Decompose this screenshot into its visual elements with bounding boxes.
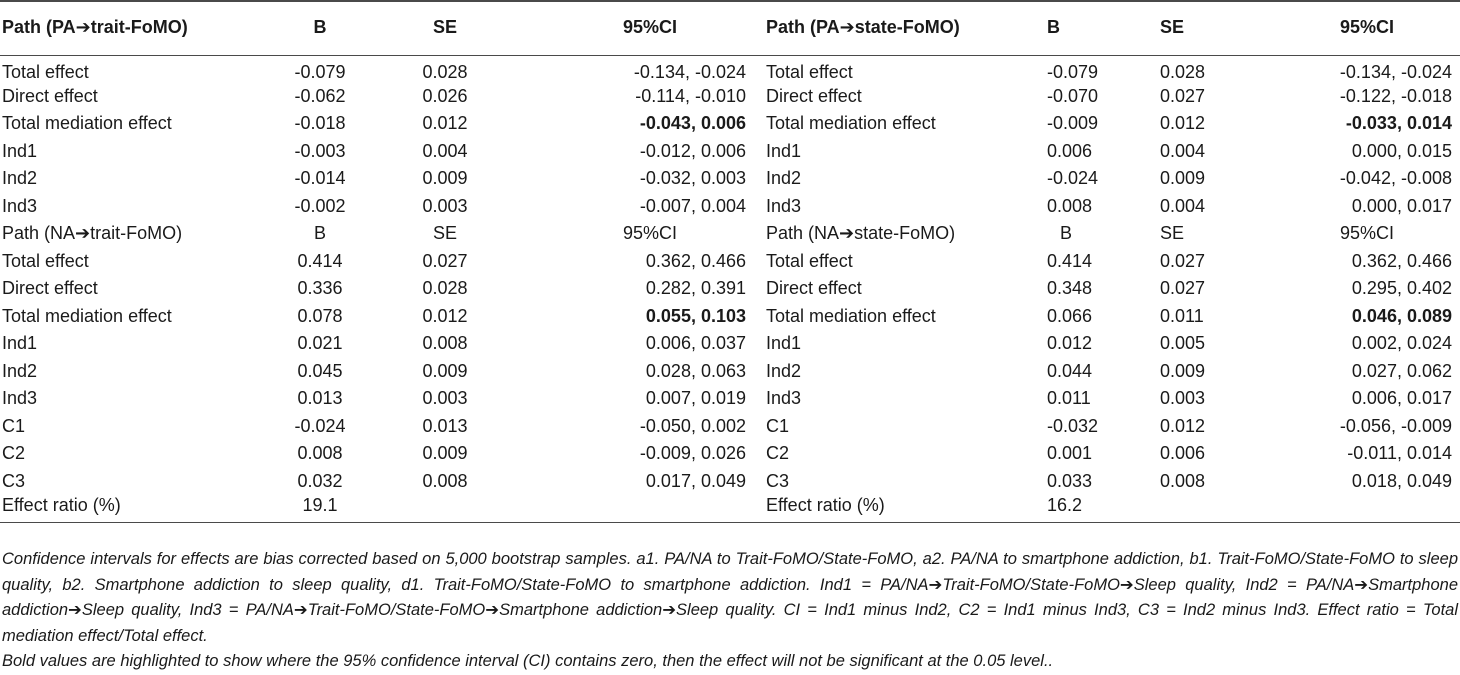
row-label-right: Ind1 bbox=[766, 140, 802, 161]
header-ci-left: 95%CI bbox=[500, 1, 760, 55]
ci-value-right: -0.134, -0.024 bbox=[1339, 61, 1452, 82]
row-label-right: Total effect bbox=[766, 61, 853, 82]
se-value-left: 0.012 bbox=[422, 305, 468, 326]
table-row bbox=[0, 440, 1460, 468]
ci-value-left: -0.043, 0.006 bbox=[639, 113, 746, 134]
b-value-right: 0.012 bbox=[1047, 333, 1093, 354]
b-value-right: 0.006 bbox=[1047, 140, 1093, 161]
se-value-right: 0.008 bbox=[1160, 470, 1206, 491]
row-label-right: Direct effect bbox=[766, 278, 862, 299]
se-value-left: 0.027 bbox=[422, 250, 468, 271]
ci-value-left: 0.006, 0.037 bbox=[645, 333, 746, 354]
se-value-right: 0.011 bbox=[1160, 305, 1204, 326]
se-value-right: 0.009 bbox=[1160, 360, 1206, 381]
ci-value-right: 0.006, 0.017 bbox=[1351, 388, 1452, 409]
table-row bbox=[0, 138, 1460, 166]
row-label-left: Ind3 bbox=[2, 388, 38, 409]
b-value-right: -0.032 bbox=[1047, 415, 1099, 436]
header-path-pa-trait: Path (PA➔trait-FoMO) bbox=[0, 1, 250, 55]
ci-value-left: -0.134, -0.024 bbox=[633, 61, 746, 82]
row-label-left: Path (NA➔trait-FoMO) bbox=[2, 223, 183, 244]
row-label-left: C3 bbox=[2, 470, 26, 491]
se-value-right: 0.003 bbox=[1160, 388, 1206, 409]
b-value-right: 0.011 bbox=[1047, 388, 1091, 409]
ci-value-right: -0.042, -0.008 bbox=[1339, 168, 1452, 189]
b-value-left: 0.032 bbox=[297, 470, 343, 491]
ci-value-right: -0.056, -0.009 bbox=[1339, 415, 1452, 436]
ci-value-left: -0.012, 0.006 bbox=[639, 140, 746, 161]
table-body bbox=[0, 55, 1460, 523]
se-value-right: 0.012 bbox=[1160, 113, 1206, 134]
ci-value-right: 0.295, 0.402 bbox=[1351, 278, 1452, 299]
ci-value-right: -0.011, 0.014 bbox=[1347, 443, 1452, 464]
table-row bbox=[0, 110, 1460, 138]
row-label-right: C3 bbox=[766, 470, 790, 491]
row-label-left: Total mediation effect bbox=[2, 113, 172, 134]
row-label-left: Effect ratio (%) bbox=[0, 495, 250, 523]
row-label-right: Total effect bbox=[766, 250, 853, 271]
header-b-left: B bbox=[250, 1, 390, 55]
b-value-right: 0.348 bbox=[1047, 278, 1093, 299]
se-value-right: 0.004 bbox=[1160, 140, 1206, 161]
ci-value-left: 0.028, 0.063 bbox=[645, 360, 746, 381]
ci-value-left: -0.050, 0.002 bbox=[639, 415, 746, 436]
row-label-right: Effect ratio (%) bbox=[760, 495, 1035, 523]
se-value-left: 0.013 bbox=[422, 415, 468, 436]
se-value-left: 0.004 bbox=[422, 140, 468, 161]
se-value-right: 0.027 bbox=[1160, 278, 1206, 299]
table-row bbox=[0, 468, 1460, 496]
se-value-right: 0.005 bbox=[1160, 333, 1206, 354]
table-header bbox=[0, 1, 1460, 55]
b-value-left: -0.002 bbox=[294, 195, 346, 216]
b-value-right: 16.2 bbox=[1035, 495, 1145, 523]
row-label-left: Direct effect bbox=[2, 278, 98, 299]
se-value-right: 0.027 bbox=[1160, 85, 1206, 106]
header-row bbox=[0, 1, 1460, 55]
ci-value-right: 0.018, 0.049 bbox=[1351, 470, 1452, 491]
b-value-left: 0.078 bbox=[297, 305, 343, 326]
b-value-left: 0.013 bbox=[297, 388, 343, 409]
table-row bbox=[0, 55, 1460, 83]
se-value-right: 0.006 bbox=[1160, 443, 1206, 464]
se-value-right: 0.012 bbox=[1160, 415, 1206, 436]
b-value-right: -0.024 bbox=[1047, 168, 1099, 189]
se-value-left: 0.003 bbox=[422, 388, 468, 409]
header-path-pa-state: Path (PA➔state-FoMO) bbox=[760, 1, 1035, 55]
ci-value-right bbox=[1285, 495, 1460, 523]
b-value-left: -0.014 bbox=[294, 168, 346, 189]
se-value-left: 0.028 bbox=[422, 61, 468, 82]
se-value-right: 0.028 bbox=[1160, 61, 1206, 82]
b-value-left: 0.045 bbox=[297, 360, 343, 381]
ci-value-right: 0.362, 0.466 bbox=[1351, 250, 1452, 271]
row-label-left: Ind3 bbox=[2, 195, 38, 216]
b-value-right: 0.044 bbox=[1047, 360, 1093, 381]
b-value-right: -0.070 bbox=[1047, 85, 1099, 106]
se-value-left: 0.008 bbox=[422, 333, 468, 354]
table-row bbox=[0, 330, 1460, 358]
b-value-right: 0.008 bbox=[1047, 195, 1093, 216]
row-label-right: Ind3 bbox=[766, 388, 802, 409]
row-label-left: C1 bbox=[2, 415, 26, 436]
table-row bbox=[0, 385, 1460, 413]
b-value-left: -0.024 bbox=[294, 415, 346, 436]
ci-value-left: -0.114, -0.010 bbox=[635, 85, 746, 106]
table-row bbox=[0, 275, 1460, 303]
se-value-left: 0.026 bbox=[422, 85, 468, 106]
row-label-left: C2 bbox=[2, 443, 26, 464]
row-label-left: Ind2 bbox=[2, 360, 38, 381]
b-value-left: -0.018 bbox=[294, 113, 346, 134]
b-value-right: B bbox=[1060, 223, 1073, 244]
table-row bbox=[0, 303, 1460, 331]
b-value-left: -0.079 bbox=[294, 61, 346, 82]
se-value-left: 0.028 bbox=[422, 278, 468, 299]
ci-value-left: 95%CI bbox=[622, 223, 678, 244]
b-value-left: 19.1 bbox=[250, 495, 390, 523]
row-label-right: Ind2 bbox=[766, 360, 802, 381]
table-row bbox=[0, 220, 1460, 248]
se-value-right: 0.009 bbox=[1160, 168, 1206, 189]
b-value-right: -0.009 bbox=[1047, 113, 1099, 134]
table-row bbox=[0, 495, 1460, 523]
row-label-left: Ind1 bbox=[2, 333, 38, 354]
ci-value-left: 0.055, 0.103 bbox=[645, 305, 746, 326]
ci-value-right: 0.046, 0.089 bbox=[1351, 305, 1452, 326]
ci-value-left bbox=[500, 495, 760, 523]
b-value-right: -0.079 bbox=[1047, 61, 1099, 82]
se-value-left: SE bbox=[432, 223, 457, 244]
header-se-right: SE bbox=[1145, 1, 1285, 55]
b-value-right: 0.033 bbox=[1047, 470, 1093, 491]
row-label-right: Path (NA➔state-FoMO) bbox=[766, 223, 956, 244]
se-value-left: 0.003 bbox=[422, 195, 468, 216]
b-value-left: 0.008 bbox=[297, 443, 343, 464]
se-value-left: 0.009 bbox=[422, 360, 468, 381]
row-label-right: Total mediation effect bbox=[766, 113, 936, 134]
ci-value-left: 0.362, 0.466 bbox=[645, 250, 746, 271]
row-label-left: Ind2 bbox=[2, 168, 38, 189]
b-value-left: 0.336 bbox=[297, 278, 343, 299]
table-row bbox=[0, 165, 1460, 193]
table-row bbox=[0, 248, 1460, 276]
se-value-right bbox=[1145, 495, 1285, 523]
ci-value-left: -0.009, 0.026 bbox=[639, 443, 746, 464]
row-label-right: C1 bbox=[766, 415, 790, 436]
row-label-right: Ind2 bbox=[766, 168, 802, 189]
se-value-right: 0.004 bbox=[1160, 195, 1206, 216]
ci-value-left: -0.007, 0.004 bbox=[639, 195, 746, 216]
se-value-left: 0.009 bbox=[422, 168, 468, 189]
ci-value-left: 0.007, 0.019 bbox=[645, 388, 746, 409]
row-label-right: Ind1 bbox=[766, 333, 802, 354]
table-row bbox=[0, 358, 1460, 386]
ci-value-right: 95%CI bbox=[1340, 223, 1395, 244]
row-label-left: Total effect bbox=[2, 250, 89, 271]
b-value-right: 0.414 bbox=[1047, 250, 1093, 271]
ci-value-left: 0.282, 0.391 bbox=[645, 278, 746, 299]
ci-value-left: 0.017, 0.049 bbox=[645, 470, 746, 491]
ci-value-right: 0.002, 0.024 bbox=[1351, 333, 1452, 354]
ci-value-right: -0.122, -0.018 bbox=[1339, 85, 1452, 106]
se-value-left: 0.012 bbox=[422, 113, 468, 134]
table-row bbox=[0, 413, 1460, 441]
header-se-left: SE bbox=[390, 1, 500, 55]
b-value-right: 0.066 bbox=[1047, 305, 1093, 326]
b-value-left: -0.003 bbox=[294, 140, 346, 161]
row-label-right: C2 bbox=[766, 443, 790, 464]
table-row bbox=[0, 193, 1460, 221]
row-label-left: Total effect bbox=[2, 61, 89, 82]
row-label-left: Ind1 bbox=[2, 140, 38, 161]
ci-value-right: 0.027, 0.062 bbox=[1351, 360, 1452, 381]
b-value-right: 0.001 bbox=[1047, 443, 1093, 464]
se-value-left bbox=[390, 495, 500, 523]
se-value-left: 0.009 bbox=[422, 443, 468, 464]
se-value-right: 0.027 bbox=[1160, 250, 1206, 271]
header-ci-right: 95%CI bbox=[1285, 1, 1460, 55]
se-value-left: 0.008 bbox=[422, 470, 468, 491]
ci-value-right: 0.000, 0.017 bbox=[1351, 195, 1452, 216]
table-row bbox=[0, 83, 1460, 111]
ci-value-right: 0.000, 0.015 bbox=[1351, 140, 1452, 161]
note-bold-values: Bold values are highlighted to show where the 95% confidence interval (CI) contains zero, then the effect will not be significant at the 0.05 level.. bbox=[2, 652, 1054, 670]
b-value-left: B bbox=[313, 223, 326, 244]
b-value-left: -0.062 bbox=[294, 85, 346, 106]
se-value-right: SE bbox=[1160, 223, 1185, 244]
b-value-left: 0.414 bbox=[297, 250, 343, 271]
table-notes bbox=[2, 547, 1458, 675]
b-value-left: 0.021 bbox=[297, 333, 343, 354]
note-bootstrap: Confidence intervals for effects are bias corrected based on 5,000 bootstrap samples. a1. PA/NA to Trait-FoMO/State-FoMO, a2. PA/NA to smartphone addiction, b1. Trait-FoMO/State-FoMO to sleep quality, b2. Smartphone addiction to sleep quality, d1. Trait-FoMO/State-FoMO to smartphone addiction. Ind1 = PA/NA➔Trait-FoMO/State-FoMO➔Sleep quality, Ind2 = PA/NA➔Smartphone addiction➔Sleep quality, Ind3 = PA/NA➔Trait-FoMO/State-FoMO➔Smartphone addiction➔Sleep quality. CI = Ind1 minus Ind2, C2 = Ind1 minus Ind3, C3 = Ind2 minus Ind3. Effect ratio = Total mediation effect/Total effect. bbox=[2, 550, 1458, 645]
ci-value-left: -0.032, 0.003 bbox=[639, 168, 746, 189]
row-label-right: Ind3 bbox=[766, 195, 802, 216]
header-b-right: B bbox=[1035, 1, 1145, 55]
ci-value-right: -0.033, 0.014 bbox=[1345, 113, 1452, 134]
row-label-left: Total mediation effect bbox=[2, 305, 172, 326]
row-label-left: Direct effect bbox=[2, 85, 98, 106]
row-label-right: Total mediation effect bbox=[766, 305, 936, 326]
row-label-right: Direct effect bbox=[766, 85, 862, 106]
